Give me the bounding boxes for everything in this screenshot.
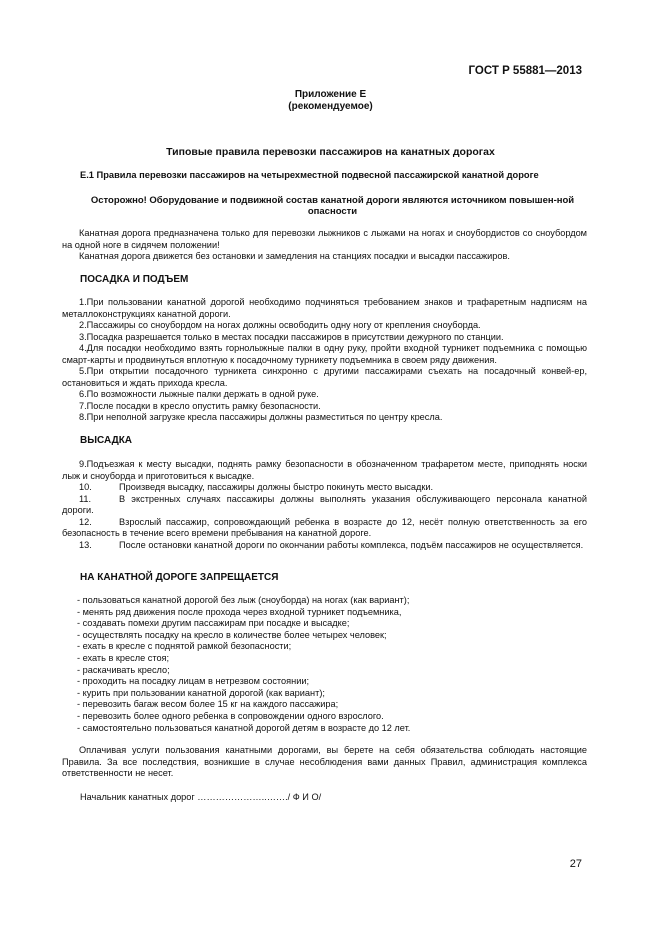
alighting-list	[62, 459, 587, 551]
list-item	[62, 482, 587, 494]
item-number: 10.	[79, 482, 92, 492]
list-item: - ехать в кресле с поднятой рамкой безопасности;	[77, 641, 292, 652]
list-item: 2.Пассажиры со сноубордом на ногах должны освободить одну ногу от крепления сноуборда.	[79, 320, 481, 330]
document-id: ГОСТ Р 55881—2013	[468, 65, 582, 77]
list-item: - перевозить более одного ребенка в сопровождении одного взрослого.	[77, 710, 384, 721]
item-text: После остановки канатной дороги по окончании работы комплекса, подъём пассажиров не осуществляется.	[119, 539, 584, 550]
list-item: - менять ряд движения после прохода через входной турникет подъемника,	[77, 606, 402, 617]
boarding-list	[62, 297, 587, 424]
list-item: 9.Подъезжая к месту высадки, поднять рамку безопасности в обозначенном трафаретом месте, приподнять носки лыж и сноуборда и приготовиться к высадке.	[62, 459, 587, 481]
list-item: - ехать в кресле стоя;	[77, 652, 170, 663]
list-item: 7.После посадки в кресло опустить рамку безопасности.	[79, 400, 321, 411]
list-item: - создавать помехи другим пассажирам при посадке и высадке;	[77, 618, 350, 629]
page-number: 27	[569, 858, 582, 870]
signature-line: Начальник канатных дорог …………………..……./ Ф И О/	[80, 792, 322, 802]
list-item	[62, 540, 587, 552]
item-text: В экстренных случаях пассажиры должны выполнять указания обслуживающего персонала канатной дороги.	[62, 493, 587, 515]
warning-text: Осторожно! Оборудование и подвижной состав канатной дороги являются источником повышен-ной опасности	[90, 195, 575, 217]
list-item: - перевозить багаж весом более 15 кг на каждого пассажира;	[77, 699, 339, 710]
item-text: Взрослый пассажир, сопровождающий ребенка в возрасте до 12, несёт полную ответственность за его безопасность в течение всего времени пребывания на канатной дороге.	[62, 516, 587, 538]
boarding-heading: ПОСАДКА И ПОДЪЕМ	[80, 274, 189, 285]
list-item: 6.По возможности лыжные палки держать в одной руке.	[79, 389, 319, 399]
item-number: 12.	[79, 516, 92, 527]
list-item: - курить при пользовании канатной дорогой (как вариант);	[77, 687, 325, 698]
list-item: - осуществлять посадку на кресло в количестве более четырех человек;	[77, 629, 387, 640]
list-item: - самостоятельно пользоваться канатной дорогой детям в возрасте до 12 лет.	[77, 722, 411, 733]
list-item: - раскачивать кресло;	[77, 664, 170, 675]
list-item	[62, 517, 587, 540]
annex-heading	[0, 89, 661, 113]
alighting-heading: ВЫСАДКА	[80, 435, 133, 446]
annex-note: (рекомендуемое)	[288, 101, 373, 112]
list-item: 1.При пользовании канатной дорогой необходимо подчиняться требованием знаков и трафаретным надписям на металлоконструкциях канатной дороги.	[62, 297, 587, 319]
list-item: 3.Посадка разрешается только в местах посадки пассажиров в присутствии дежурного по станции.	[79, 331, 504, 342]
prohibited-heading: НА КАНАТНОЙ ДОРОГЕ ЗАПРЕЩАЕТСЯ	[80, 572, 279, 583]
intro-paragraph: Канатная дорога предназначена только для перевозки лыжников с лыжами на ногах и сноубордистов со сноубордом на одной ноге в сидячем положении!	[62, 228, 587, 250]
item-text: Произведя высадку, пассажиры должны быстро покинуть место высадки.	[119, 482, 434, 492]
list-item: 4.Для посадки необходимо взять горнолыжные палки в одну руку, пройти входной турникет подъемника с помощью смарт-карты и продвинуться вплотную к посадочному турникету подъемника в своем ряду движения.	[62, 343, 587, 365]
prohibited-list	[77, 595, 587, 734]
list-item	[62, 494, 587, 517]
intro-paragraph: Канатная дорога движется без остановки и замедления на станциях посадки и высадки пассажиров.	[79, 251, 510, 261]
closing-paragraph: Оплачивая услуги пользования канатными дорогами, вы берете на себя обязательства соблюдать настоящие Правила. За все последствия, возникшие в случае несоблюдения вами данных Правил, администрация комплекса ответственности не несет.	[62, 745, 587, 778]
list-item: - пользоваться канатной дорогой без лыж (сноуборда) на ногах (как вариант);	[77, 595, 410, 605]
list-item: 5.При открытии посадочного турникета синхронно с другими пассажирами съехать на посадочный конвей-ер, остановиться и ждать прихода кресла.	[62, 366, 587, 388]
item-number: 13.	[79, 539, 92, 550]
page-title: Типовые правила перевозки пассажиров на канатных дорогах	[166, 146, 495, 158]
section-heading: Е.1 Правила перевозки пассажиров на четырехместной подвесной пассажирской канатной дороге	[80, 170, 539, 180]
list-item: 8.При неполной загрузке кресла пассажиры должны разместиться по центру кресла.	[79, 412, 443, 422]
list-item: - проходить на посадку лицам в нетрезвом состоянии;	[77, 676, 310, 687]
intro-block	[62, 228, 587, 263]
annex-title: Приложение Е	[294, 89, 367, 100]
closing-statement	[62, 745, 587, 780]
item-number: 11.	[79, 493, 92, 504]
